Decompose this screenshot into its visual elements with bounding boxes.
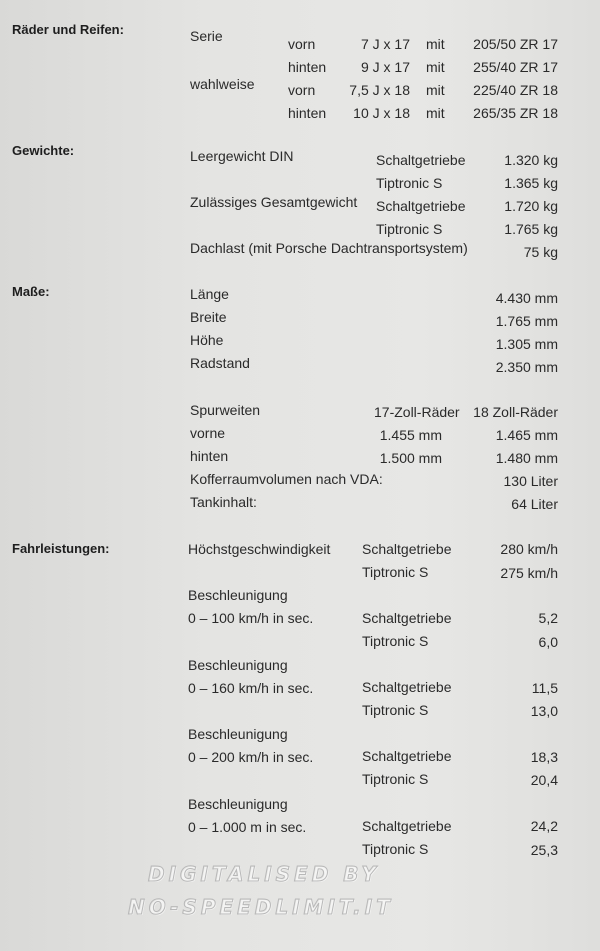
spur-hinten-17: 1.500 mm — [379, 450, 442, 466]
hoechst-gear-1: Schaltgetriebe — [362, 541, 452, 557]
accel-value-1a: 5,2 — [538, 610, 558, 626]
raeder-rim-3: 7,5 J x 18 — [349, 82, 410, 98]
raeder-pos-1: vorn — [288, 36, 316, 52]
accel-gear-2a: Schaltgetriebe — [362, 679, 452, 695]
gewichte-gear-1: Schaltgetriebe — [376, 152, 466, 168]
label-kofferraum: Kofferraumvolumen nach VDA: — [190, 471, 383, 487]
spur-col-17: 17-Zoll-Räder — [374, 404, 460, 420]
raeder-mit-3: mit — [426, 82, 445, 98]
raeder-mit-2: mit — [426, 59, 445, 75]
label-wahlweise: wahlweise — [190, 76, 255, 92]
label-zul-gesamtgewicht: Zulässiges Gesamtgewicht — [190, 194, 358, 210]
accel-value-4b: 25,3 — [530, 842, 558, 858]
spur-vorne-18: 1.465 mm — [495, 427, 558, 443]
accel-gear-4a: Schaltgetriebe — [362, 818, 452, 834]
label-spur-vorne: vorne — [190, 425, 226, 441]
masse-value-4: 2.350 mm — [495, 359, 558, 375]
raeder-tire-4: 265/35 ZR 18 — [473, 105, 558, 121]
gewichte-gear-4: Tiptronic S — [376, 221, 443, 237]
accel-range-4: 0 – 1.000 m in sec. — [188, 819, 307, 835]
masse-value-3: 1.305 mm — [495, 336, 558, 352]
watermark-line-1: DIGITALISED BY — [148, 862, 380, 886]
raeder-tire-1: 205/50 ZR 17 — [473, 36, 558, 52]
masse-label-4: Radstand — [190, 355, 250, 371]
watermark-line-2: NO-SPEEDLIMIT.IT — [128, 895, 394, 919]
raeder-pos-4: hinten — [288, 105, 327, 121]
accel-gear-1b: Tiptronic S — [362, 633, 429, 649]
accel-gear-2b: Tiptronic S — [362, 702, 429, 718]
label-spur-hinten: hinten — [190, 448, 229, 464]
section-heading-raeder: Räder und Reifen: — [12, 22, 124, 37]
masse-label-1: Länge — [190, 286, 229, 302]
raeder-mit-1: mit — [426, 36, 445, 52]
accel-title-3: Beschleunigung — [188, 726, 288, 742]
tankinhalt-value: 64 Liter — [511, 496, 558, 512]
hoechst-value-1: 280 km/h — [500, 541, 558, 557]
label-leergewicht: Leergewicht DIN — [190, 148, 294, 164]
raeder-pos-2: hinten — [288, 59, 327, 75]
raeder-mit-4: mit — [426, 105, 445, 121]
gewichte-value-4: 1.765 kg — [504, 221, 558, 237]
accel-gear-1a: Schaltgetriebe — [362, 610, 452, 626]
hoechst-gear-2: Tiptronic S — [362, 564, 429, 580]
raeder-rim-2: 9 J x 17 — [360, 59, 410, 75]
accel-range-2: 0 – 160 km/h in sec. — [188, 680, 314, 696]
section-heading-fahrleistungen: Fahrleistungen: — [12, 541, 110, 556]
accel-gear-3a: Schaltgetriebe — [362, 748, 452, 764]
spur-col-18: 18 Zoll-Räder — [473, 404, 558, 420]
accel-value-1b: 6,0 — [538, 634, 558, 650]
label-spurweiten: Spurweiten — [190, 402, 261, 418]
section-heading-gewichte: Gewichte: — [12, 143, 75, 158]
accel-gear-3b: Tiptronic S — [362, 771, 429, 787]
accel-value-2a: 11,5 — [531, 680, 558, 696]
raeder-pos-3: vorn — [288, 82, 316, 98]
accel-title-4: Beschleunigung — [188, 796, 288, 812]
accel-title-1: Beschleunigung — [188, 587, 288, 603]
label-serie: Serie — [190, 28, 223, 44]
raeder-rim-4: 10 J x 18 — [353, 105, 410, 121]
label-tankinhalt: Tankinhalt: — [190, 494, 257, 510]
gewichte-value-2: 1.365 kg — [504, 175, 558, 191]
gewichte-gear-2: Tiptronic S — [376, 175, 443, 191]
accel-value-2b: 13,0 — [530, 703, 558, 719]
accel-gear-4b: Tiptronic S — [362, 841, 429, 857]
accel-value-3b: 20,4 — [530, 772, 558, 788]
masse-label-3: Höhe — [190, 332, 224, 348]
masse-value-2: 1.765 mm — [495, 313, 558, 329]
label-hoechstgeschwindigkeit: Höchstgeschwindigkeit — [188, 541, 331, 557]
accel-value-4a: 24,2 — [530, 818, 558, 834]
gewichte-gear-3: Schaltgetriebe — [376, 198, 466, 214]
accel-range-1: 0 – 100 km/h in sec. — [188, 610, 314, 626]
section-heading-masse: Maße: — [12, 284, 50, 299]
raeder-rim-1: 7 J x 17 — [360, 36, 410, 52]
gewichte-dach-value: 75 kg — [523, 244, 558, 260]
kofferraum-value: 130 Liter — [503, 473, 558, 489]
accel-title-2: Beschleunigung — [188, 657, 288, 673]
raeder-tire-3: 225/40 ZR 18 — [473, 82, 558, 98]
label-dachlast: Dachlast (mit Porsche Dachtransportsystem) — [190, 240, 468, 256]
hoechst-value-2: 275 km/h — [500, 565, 558, 581]
spur-hinten-18: 1.480 mm — [495, 450, 558, 466]
masse-value-1: 4.430 mm — [495, 290, 558, 306]
masse-label-2: Breite — [190, 309, 227, 325]
accel-range-3: 0 – 200 km/h in sec. — [188, 749, 314, 765]
raeder-tire-2: 255/40 ZR 17 — [473, 59, 558, 75]
accel-value-3a: 18,3 — [530, 749, 558, 765]
spur-vorne-17: 1.455 mm — [379, 427, 442, 443]
gewichte-value-3: 1.720 kg — [504, 198, 558, 214]
gewichte-value-1: 1.320 kg — [504, 152, 558, 168]
